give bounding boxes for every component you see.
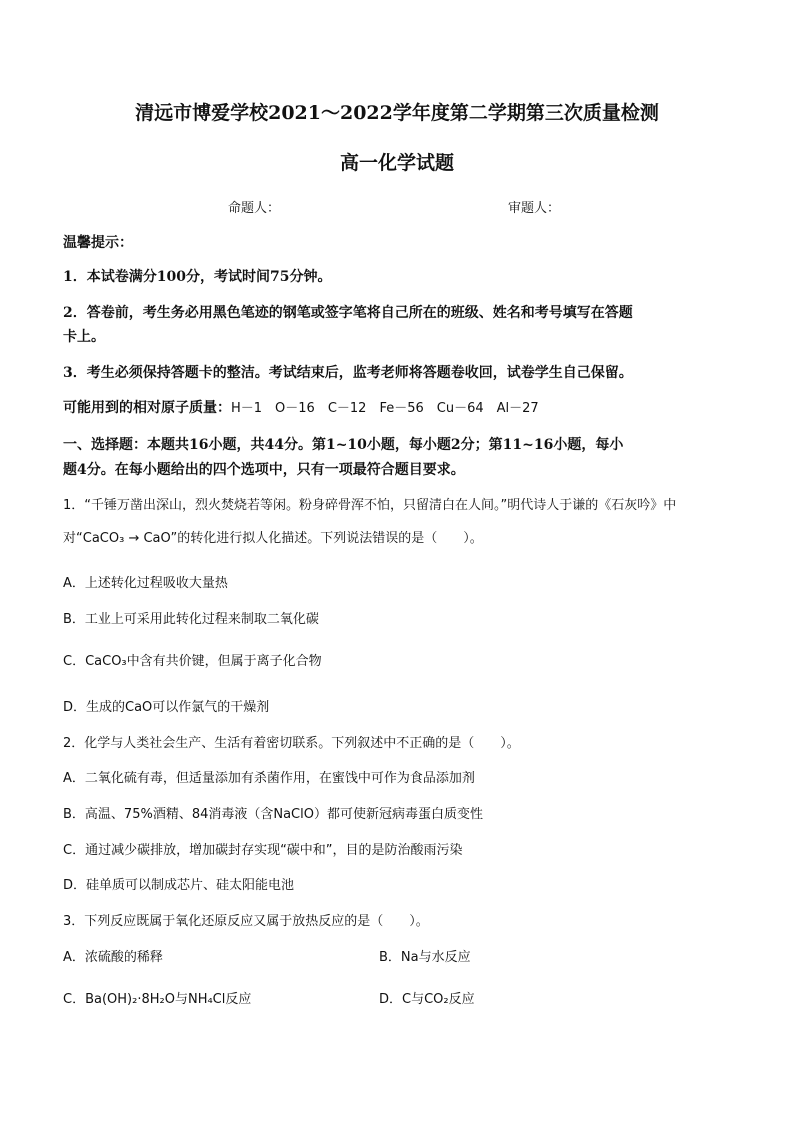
- q2-option-a: A．二氧化硫有毒，但适量添加有杀菌作用，在蜜饯中可作为食品添加剂: [63, 771, 475, 786]
- tip-item-3: 3．考生必须保持答题卡的整洁。考试结束后，监考老师将答题卷收回，试卷学生自己保留。: [63, 365, 633, 381]
- tips-heading: 温馨提示：: [63, 235, 133, 251]
- atomic-mass-label: 可能用到的相对原子质量：: [63, 400, 231, 416]
- q1-option-c-text: 中含有共价键，但属于离子化合物: [126, 654, 322, 669]
- exam-subtitle: 高一化学试题: [339, 152, 454, 174]
- q1-option-c-formula: CaCO₃: [85, 654, 127, 669]
- q1-option-a: A．上述转化过程吸收大量热: [63, 576, 228, 591]
- tip-item-1: 1．本试卷满分100分，考试时间75分钟。: [63, 269, 332, 285]
- q2-option-c: C．通过减少碳排放，增加碳封存实现“碳中和”，目的是防治酸雨污染: [63, 843, 463, 858]
- q3-option-d: [379, 988, 475, 1007]
- q3-option-a: A．浓硫酸的稀释: [63, 950, 163, 965]
- q3-option-c-formula1: Ba(OH)₂·8H₂O: [85, 992, 175, 1007]
- q3-option-d-formula: CO₂: [424, 992, 449, 1007]
- section-heading-line2: 题4分。在每小题给出的四个选项中，只有一项最符合题目要求。: [63, 462, 465, 478]
- q3-option-c-text: 反应: [225, 992, 252, 1007]
- atomic-mass-line: [63, 397, 539, 417]
- q3-option-c: [63, 988, 251, 1007]
- atomic-mass-values: H－1 O－16 C－12 Fe－56 Cu－64 Al－27: [231, 401, 539, 416]
- exam-title: 清远市博爱学校2021～2022学年度第二学期第三次质量检测: [135, 102, 659, 124]
- q3-stem: 3．下列反应既属于氧化还原反应又属于放热反应的是（ ）。: [63, 914, 429, 929]
- section-heading-line1: 一、选择题：本题共16小题，共44分。第1~10小题，每小题2分；第11~16小题，每小: [63, 437, 624, 453]
- q1-option-d: D．生成的CaO可以作氯气的干燥剂: [63, 700, 270, 715]
- q1-option-c-prefix: C．: [63, 654, 86, 669]
- q2-option-d: D．硅单质可以制成芯片、硅太阳能电池: [63, 878, 295, 893]
- q3-option-d-prefix: D．C与: [379, 992, 425, 1007]
- q1-formula: CaCO₃ → CaO: [82, 531, 171, 546]
- q2-option-b: B．高温、75%酒精、84消毒液（含NaClO）都可使新冠病毒蛋白质变性: [63, 807, 483, 822]
- q1-stem-pre: 对“: [63, 531, 83, 546]
- q1-option-c: [63, 650, 322, 669]
- q1-stem-line2: [63, 527, 483, 546]
- tip-item-2: 2．答卷前，考生务必用黑色笔迹的钢笔或签字笔将自己所在的班级、姓名和考号填写在答题: [63, 305, 633, 321]
- q1-stem-post: ”的转化进行拟人化描述。下列说法错误的是（ ）。: [170, 531, 483, 546]
- q1-stem-line1: 1．“千锤万凿出深山，烈火焚烧若等闲。粉身碎骨浑不怕，只留清白在人间。”明代诗人于谦的《石灰吟》中: [63, 498, 677, 513]
- q2-stem: 2．化学与人类社会生产、生活有着密切联系。下列叙述中不正确的是（ ）。: [63, 736, 520, 751]
- q3-option-c-mid: 与: [174, 992, 188, 1007]
- tip-item-2-cont: 卡上。: [63, 329, 105, 345]
- q3-option-c-prefix: C．: [63, 992, 86, 1007]
- author-label: 命题人：: [228, 201, 281, 216]
- q3-option-c-formula2: NH₄Cl: [187, 992, 226, 1007]
- q3-option-b: B．Na与水反应: [379, 950, 471, 965]
- q1-option-b: B．工业上可采用此转化过程来制取二氧化碳: [63, 612, 319, 627]
- q3-option-d-text: 反应: [448, 992, 475, 1007]
- reviewer-label: 审题人：: [508, 201, 561, 216]
